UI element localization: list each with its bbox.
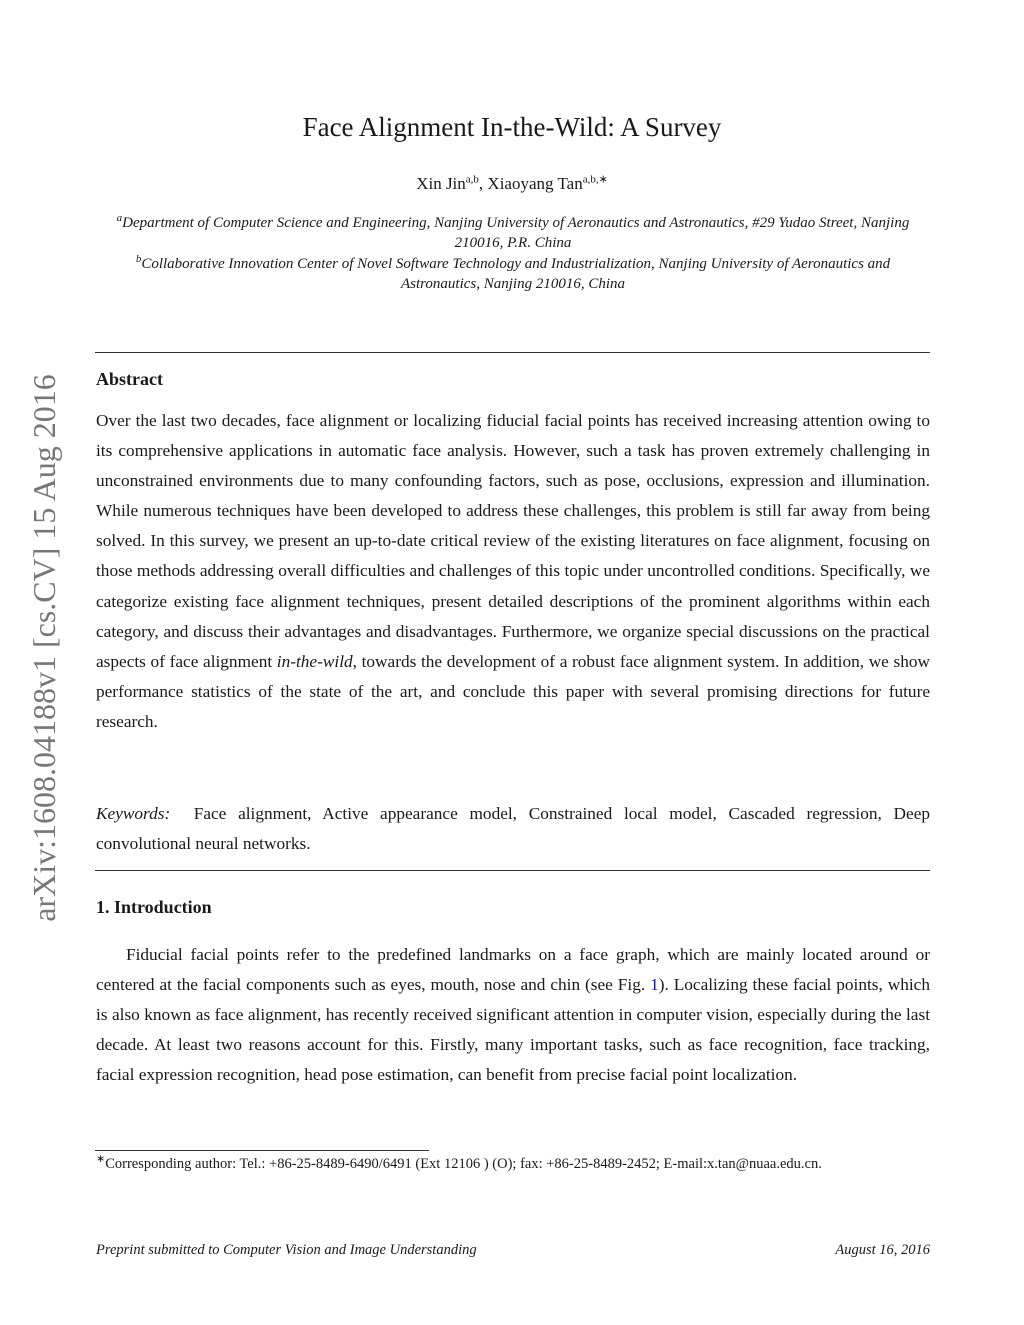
author-affiliation-mark: a,b: [465, 173, 479, 186]
introduction-text: Fiducial facial points refer to the predefined landmarks on a face graph, which are mainly located around or centered at the facial components such as eyes, mouth, nose and chin (see Fig.: [96, 945, 930, 995]
abstract-body: [96, 406, 930, 737]
footer-journal: Preprint submitted to Computer Vision and Image Understanding: [96, 1242, 477, 1258]
affiliation-mark: b: [135, 253, 142, 265]
introduction-text: ). Localizing these facial points, which is also known as face alignment, has recently received significant attention in computer vision, especially during the last decade. At least two reasons account for this. Firstly, many important tasks, such as face recognition, face tracking, facial expression recognition, head pose estimation, can benefit from precise facial point localization.: [96, 975, 930, 1085]
keywords: [96, 799, 930, 859]
abstract-heading: Abstract: [96, 369, 163, 389]
author-name: Xin Jin: [416, 174, 466, 193]
abstract-top-rule: [95, 352, 930, 353]
footnote-text: Corresponding author: Tel.: +86-25-8489-6490/6491 (Ext 12106 ) (O); fax: +86-25-8489-2452; E-mail:x.tan@nuaa.edu.cn.: [105, 1156, 822, 1172]
paper-title: Face Alignment In-the-Wild: A Survey: [302, 112, 722, 142]
section-heading-introduction: 1. Introduction: [96, 897, 212, 917]
keywords-label: Keywords:: [96, 804, 171, 823]
abstract-emphasis: in-the-wild: [276, 651, 353, 671]
author-list: [0, 174, 1024, 194]
abstract-text: , towards the development of a robust face alignment system. In addition, we show performance statistics of the state of the art, and conclude this paper with several promising directions for future research.: [96, 651, 930, 731]
footnote: [96, 1154, 930, 1175]
footer-date: August 16, 2016: [835, 1242, 930, 1258]
footnote-rule: [95, 1150, 429, 1151]
affiliation-a: [96, 213, 930, 253]
arxiv-stamp: arXiv:1608.04188v1 [cs.CV] 15 Aug 2016: [26, 374, 62, 922]
footnote-mark: ∗: [96, 1153, 106, 1166]
keywords-text: Face alignment, Active appearance model, Constrained local model, Cascaded regression, Deep convolutional neural networks.: [96, 804, 930, 854]
author-separator: ,: [478, 174, 488, 193]
affiliation-text: Department of Computer Science and Engineering, Nanjing University of Aeronautics and Astronautics, #29 Yudao Street, Nanjing 210016, P.R. China: [122, 215, 910, 251]
abstract-bottom-rule: [95, 870, 930, 871]
figure-reference-link[interactable]: 1: [650, 975, 659, 995]
affiliation-text: Collaborative Innovation Center of Novel Software Technology and Industrialization, Nanjing University of Aeronautics and Astronautics, Nanjing 210016, China: [141, 256, 891, 292]
author-name: Xiaoyang Tan: [487, 174, 583, 193]
affiliation-b: [96, 254, 930, 294]
abstract-text: Over the last two decades, face alignment or localizing fiducial facial points has received increasing attention owing to its comprehensive applications in automatic face analysis. However, such a task has proven extremely challenging in unconstrained environments due to many confounding factors, such as pose, occlusions, expression and illumination. While numerous techniques have been developed to address these challenges, this problem is still far away from being solved. In this survey, we present an up-to-date critical review of the existing literatures on face alignment, focusing on those methods addressing overall difficulties and challenges of this topic under uncontrolled conditions. Specifically, we categorize existing face alignment techniques, present detailed descriptions of the prominent algorithms within each category, and discuss their advantages and disadvantages. Furthermore, we organize special discussions on the practical aspects of face alignment: [96, 411, 930, 671]
affiliation-mark: a: [116, 212, 123, 224]
introduction-body: [96, 940, 930, 1090]
author-affiliation-mark: a,b,∗: [582, 173, 608, 186]
